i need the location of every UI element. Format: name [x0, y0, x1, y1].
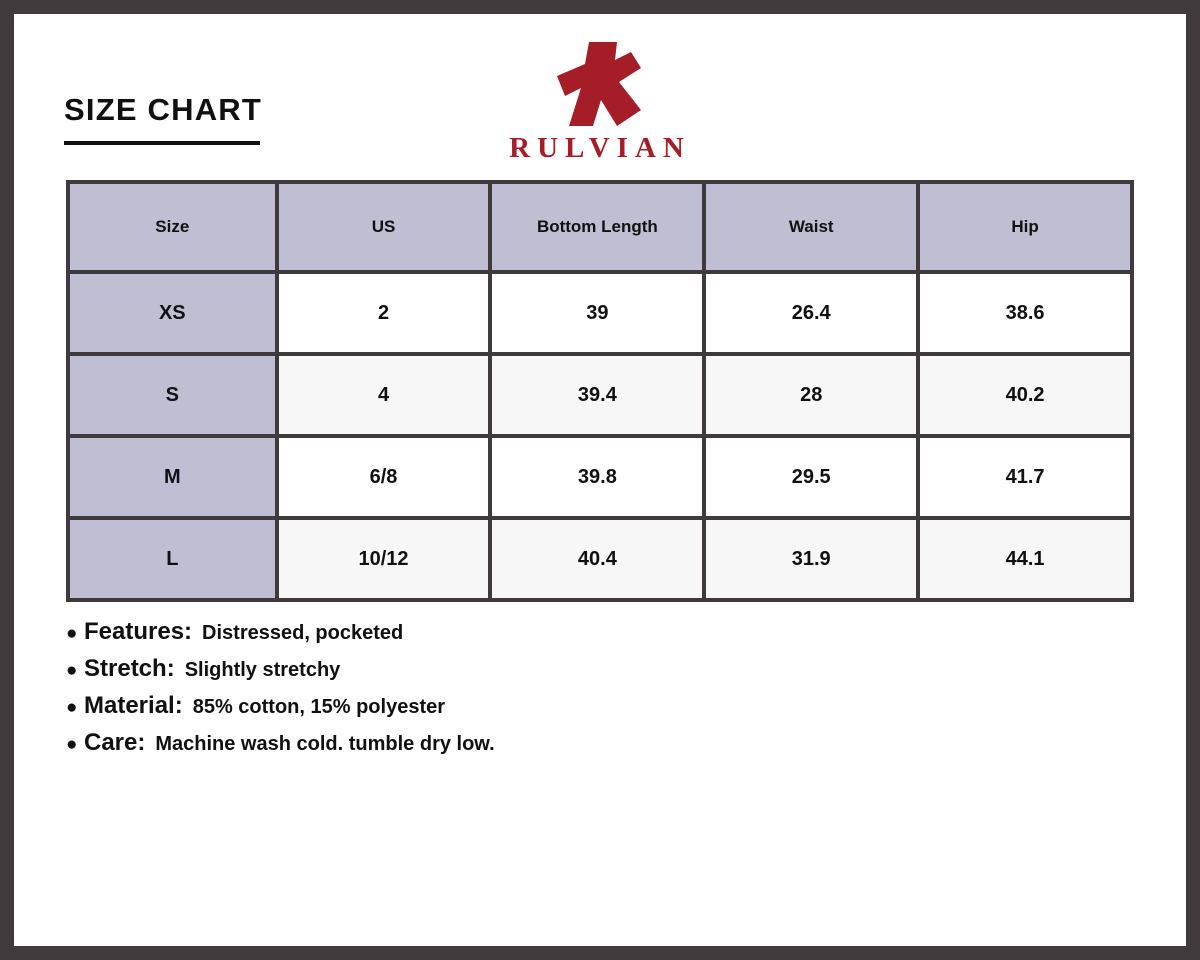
cell-waist: 28 — [706, 356, 916, 434]
brand-logo — [14, 38, 1186, 165]
cell-waist: 29.5 — [706, 438, 916, 516]
table-row — [70, 356, 1130, 434]
bullet-icon: ● — [66, 734, 78, 755]
list-item — [66, 729, 1136, 757]
cell-us: 2 — [279, 274, 489, 352]
brand-wordmark: RULVIAN — [509, 132, 691, 164]
bullet-icon: ● — [66, 660, 78, 681]
cell-bottom-length: 39.4 — [492, 356, 702, 434]
column-header-us: US — [279, 184, 489, 270]
cell-bottom-length: 39 — [492, 274, 702, 352]
cell-bottom-length: 40.4 — [492, 520, 702, 598]
cell-hip: 44.1 — [920, 520, 1130, 598]
document-canvas — [14, 14, 1186, 946]
note-label-material: Material: — [84, 692, 183, 719]
list-item — [66, 692, 1136, 720]
document-header — [14, 14, 1186, 174]
cell-us: 6/8 — [279, 438, 489, 516]
notes-list — [66, 618, 1136, 766]
cell-hip: 38.6 — [920, 274, 1130, 352]
column-header-hip: Hip — [920, 184, 1130, 270]
column-header-bottom-length: Bottom Length — [492, 184, 702, 270]
cell-size: XS — [70, 274, 275, 352]
size-table — [66, 180, 1134, 602]
size-table-wrapper — [66, 180, 1134, 602]
cell-us: 4 — [279, 356, 489, 434]
cell-size: M — [70, 438, 275, 516]
cell-size: L — [70, 520, 275, 598]
table-row — [70, 274, 1130, 352]
cell-size: S — [70, 356, 275, 434]
bullet-icon: ● — [66, 623, 78, 644]
cell-hip: 40.2 — [920, 356, 1130, 434]
table-header-row — [70, 184, 1130, 270]
note-value-material: 85% cotton, 15% polyester — [192, 696, 446, 718]
bullet-icon: ● — [66, 697, 78, 718]
column-header-waist: Waist — [706, 184, 916, 270]
cell-hip: 41.7 — [920, 438, 1130, 516]
cell-waist: 26.4 — [706, 274, 916, 352]
rulvian-r-monogram-icon — [545, 38, 655, 130]
note-value-features: Distressed, pocketed — [202, 622, 404, 644]
note-label-stretch: Stretch: — [84, 655, 175, 682]
list-item — [66, 655, 1136, 683]
column-header-size: Size — [70, 184, 275, 270]
note-value-care: Machine wash cold. tumble dry low. — [155, 733, 495, 755]
note-label-care: Care: — [84, 729, 146, 756]
cell-us: 10/12 — [279, 520, 489, 598]
table-row — [70, 520, 1130, 598]
note-label-features: Features: — [84, 618, 193, 645]
table-row — [70, 438, 1130, 516]
page-title: SIZE CHART — [64, 92, 262, 127]
cell-bottom-length: 39.8 — [492, 438, 702, 516]
cell-waist: 31.9 — [706, 520, 916, 598]
note-value-stretch: Slightly stretchy — [184, 659, 341, 681]
list-item — [66, 618, 1136, 646]
